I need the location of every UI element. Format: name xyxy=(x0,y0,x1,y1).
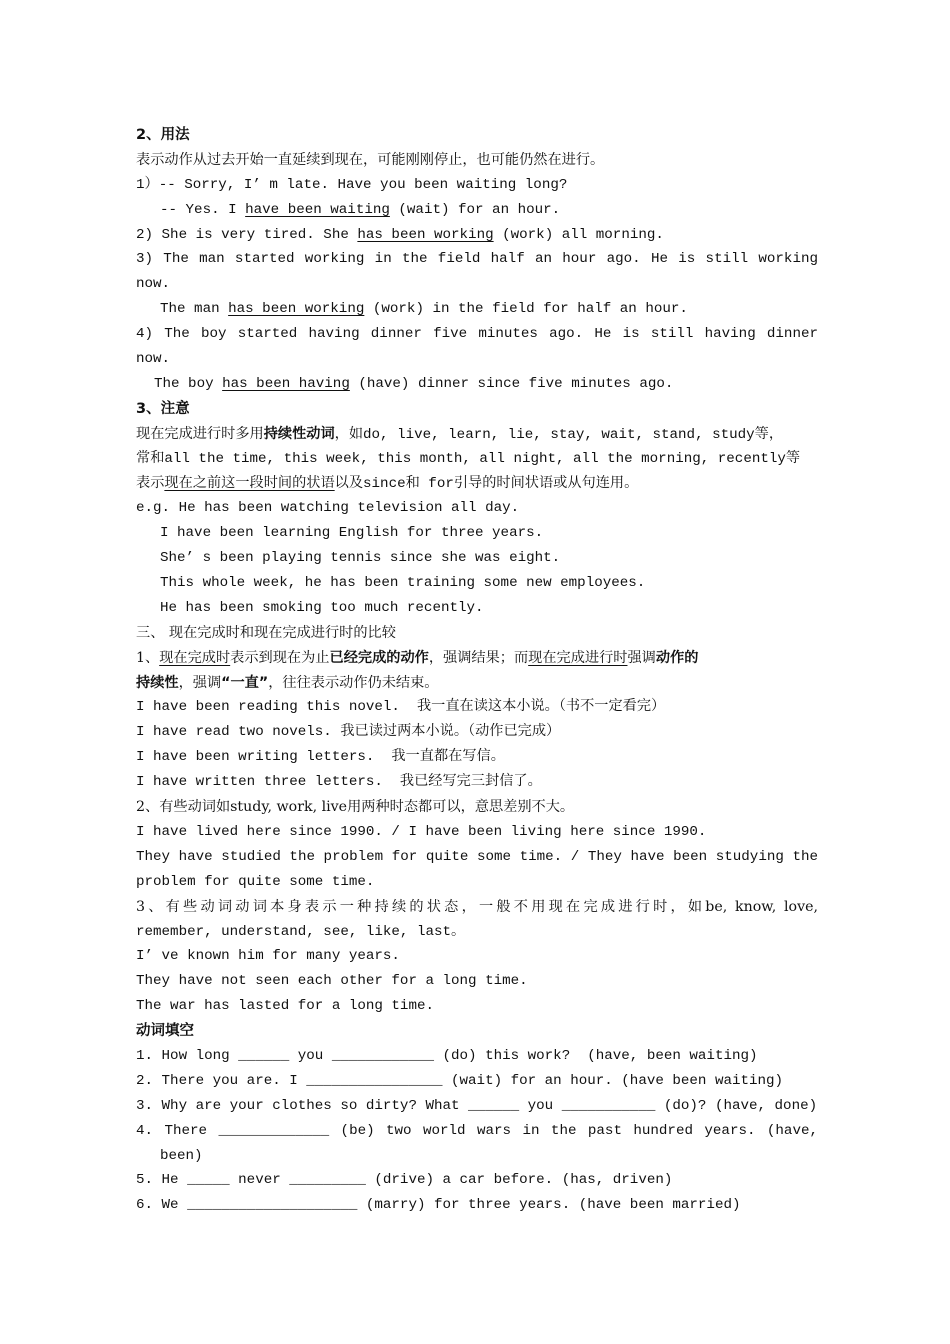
compare-example-6a: They have studied the problem for quite some time. / They have been studying the xyxy=(136,848,818,865)
example-4a: 4) The boy started having dinner five minutes ago. He is still having dinner xyxy=(136,326,818,343)
section-heading-compare: 三、 现在完成时和现在完成进行时的比较 xyxy=(136,624,396,641)
example-1b: -- Yes. I have been waiting (wait) for an hour. xyxy=(160,201,561,218)
compare-example-5: I have lived here since 1990. / I have been living here since 1990. xyxy=(136,823,707,840)
exercise-q1: 1. How long ______ you ____________ (do) this work? (have, been waiting) xyxy=(136,1047,758,1064)
compare-point-3a: 3、有些动词动词本身表示一种持续的状态，一般不用现在完成进行时，如be, know, love, xyxy=(136,898,818,915)
exercise-q2: 2. There you are. I ________________ (wait) for an hour. (have been waiting) xyxy=(136,1072,784,1089)
answer-underline: have been waiting xyxy=(245,201,390,218)
compare-example-2: I have read two novels. 我已读过两本小说。（动作已完成） xyxy=(136,724,561,741)
compare-example-8: They have not seen each other for a long time. xyxy=(136,973,528,990)
example-4b: The boy has been having (have) dinner since five minutes ago. xyxy=(154,375,674,392)
eg-4: This whole week, he has been training some new employees. xyxy=(160,575,646,592)
compare-example-1: I have been reading this novel. 我一直在读这本小说。（书不一定看完） xyxy=(136,699,666,716)
compare-point-3b: remember, understand, see, like, last。 xyxy=(136,923,466,940)
eg-5: He has been smoking too much recently. xyxy=(160,599,484,616)
usage-intro: 表示动作从过去开始一直延续到现在，可能刚刚停止，也可能仍然在进行。 xyxy=(136,151,605,168)
compare-point-2: 2、有些动词如study, work, live用两种时态都可以，意思差别不大。 xyxy=(136,799,575,816)
section-heading-note: 3、注意 xyxy=(136,400,190,417)
exercise-q6: 6. We ____________________ (marry) for three years. (have been married) xyxy=(136,1197,741,1214)
compare-example-4: I have written three letters. 我已经写完三封信了。 xyxy=(136,774,542,791)
compare-example-3: I have been writing letters. 我一直都在写信。 xyxy=(136,749,505,766)
example-3a: 3) The man started working in the field half an hour ago. He is still working xyxy=(136,251,818,268)
section-heading-exercise: 动词填空 xyxy=(136,1023,194,1040)
compare-point-1a: 1、现在完成时表示到现在为止已经完成的动作，强调结果；而现在完成进行时强调动作的 xyxy=(136,649,699,666)
example-2: 2) She is very tired. She has been working (work) all morning. xyxy=(136,226,664,243)
compare-point-1b: 持续性，强调“一直”，往往表示动作仍未结束。 xyxy=(136,674,439,691)
answer-underline: has been having xyxy=(222,375,350,392)
compare-example-7: I’ ve known him for many years. xyxy=(136,948,400,965)
note-line-2: 常和all the time, this week, this month, all night, all the morning, recently等 xyxy=(136,450,801,467)
document-page xyxy=(136,123,818,1218)
exercise-q4a: 4. There _____________ (be) two world wars in the past hundred years. (have, xyxy=(136,1122,818,1139)
compare-example-9: The war has lasted for a long time. xyxy=(136,998,434,1015)
eg-1: e.g. He has been watching television all day. xyxy=(136,500,520,517)
section-heading-usage: 2、用法 xyxy=(136,127,190,143)
answer-underline: has been working xyxy=(357,226,494,243)
note-line-1: 现在完成进行时多用持续性动词，如do, live, learn, lie, stay, wait, stand, study等， xyxy=(136,425,784,443)
eg-3: She’ s been playing tennis since she was eight. xyxy=(160,550,561,567)
example-4a-cont: now. xyxy=(136,351,171,368)
example-3b: The man has been working (work) in the field for half an hour. xyxy=(160,301,688,318)
answer-underline: has been working xyxy=(228,301,365,318)
example-3a-cont: now. xyxy=(136,276,171,293)
compare-example-6b: problem for quite some time. xyxy=(136,873,375,890)
exercise-q5: 5. He _____ never _________ (drive) a car before. (has, driven) xyxy=(136,1172,673,1189)
example-1a: 1）-- Sorry, I’ m late. Have you been waiting long? xyxy=(136,176,568,193)
exercise-q3: 3. Why are your clothes so dirty? What ______ you ___________ (do)? (have, done) xyxy=(136,1097,818,1114)
exercise-q4b: been) xyxy=(160,1147,203,1164)
eg-2: I have been learning English for three years. xyxy=(160,525,544,542)
note-line-3: 表示现在之前这一段时间的状语以及since和 for引导的时间状语或从句连用。 xyxy=(136,475,639,493)
